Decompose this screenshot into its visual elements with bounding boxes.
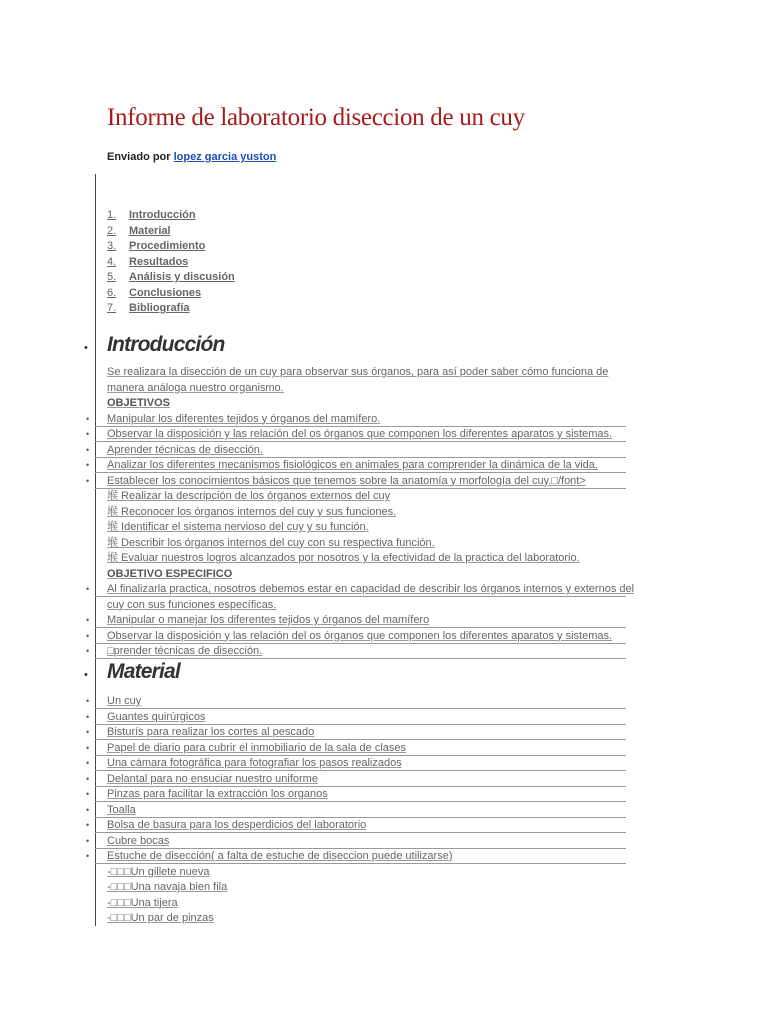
- toc-item[interactable]: [107, 255, 235, 271]
- toc-item[interactable]: [107, 286, 235, 302]
- sub-item-text: 堠 Evaluar nuestros logros alcanzados por nosotros y la efectividad de la practica del laboratorio.: [107, 552, 580, 564]
- list-item-text: Aprender técnicas de disección.: [107, 443, 263, 456]
- toc-link-conclusiones[interactable]: Conclusiones: [129, 286, 202, 299]
- bullet: •: [86, 804, 90, 815]
- list-item-text: Al finalizarla practica, nosotros debemos estar en capacidad de describir los órganos internos y externos del: [107, 583, 635, 595]
- byline-prefix: Enviado por: [107, 151, 171, 163]
- byline: [107, 151, 276, 163]
- sub-item: [0, 489, 768, 505]
- list-item-text: Papel de diario para cubrir el inmobiliario de la sala de clases: [107, 741, 406, 754]
- list-item: [0, 694, 768, 710]
- bullet: •: [86, 630, 90, 641]
- toc-link-resultados[interactable]: Resultados: [129, 255, 189, 268]
- list-item: [0, 756, 768, 772]
- list-item: [0, 443, 768, 459]
- list-item-text: Guantes quirúrgicos: [107, 710, 206, 723]
- toc-number: 6.: [107, 286, 117, 299]
- list-item-text: Establecer los conocimientos básicos que tenemos sobre la anatomía y morfología del cuy.□/font>: [107, 474, 586, 487]
- list-item-text: Estuche de disección( a falta de estuche de diseccion puede utilizarse): [107, 850, 453, 862]
- sub-item: [0, 551, 768, 567]
- list-item: [0, 613, 768, 629]
- label-row: [0, 396, 768, 412]
- list-item: [0, 741, 768, 757]
- bullet: •: [86, 758, 90, 768]
- toc-item[interactable]: [107, 224, 235, 240]
- table-of-contents: [107, 208, 235, 317]
- list-item-text: Bolsa de basura para los desperdicios del laboratorio: [107, 819, 367, 831]
- intro-text: Se realizara la disección de un cuy para observar sus órganos, para así poder saber cómo funciona de: [107, 366, 609, 378]
- list-item: [0, 710, 768, 726]
- toc-link-bibliografia[interactable]: Bibliografía: [129, 302, 190, 314]
- toc-number: 7.: [107, 302, 117, 314]
- toc-item[interactable]: [107, 301, 235, 317]
- list-item: [0, 474, 768, 490]
- list-item-text: Bisturís para realizar los cortes al pescado: [107, 726, 315, 738]
- section-heading-row: [0, 333, 768, 361]
- section-heading-introduccion: Introducción: [107, 333, 225, 356]
- list-item-text: □prender técnicas de disección.: [107, 645, 263, 657]
- bullet: •: [86, 444, 90, 455]
- list-item: [0, 582, 768, 598]
- toc-item[interactable]: [107, 270, 235, 286]
- bullet: •: [86, 696, 90, 706]
- sub-item: [0, 505, 768, 521]
- section-heading-row: [0, 660, 768, 688]
- label-row: [0, 567, 768, 583]
- bullet: •: [86, 727, 90, 737]
- sub-item-text: -□□□Un gillete nueva: [107, 865, 210, 878]
- list-item-text: Observar la disposición y las relación del os órganos que componen los diferentes aparatos y sistemas.: [107, 629, 613, 642]
- list-item: [0, 412, 768, 428]
- sub-item-text: -□□□Un par de pinzas: [107, 912, 214, 924]
- list-item-text: Toalla: [107, 803, 136, 816]
- list-item: [0, 818, 768, 834]
- sub-item: [0, 536, 768, 552]
- bullet: •: [86, 711, 90, 722]
- list-item: [0, 725, 768, 741]
- bullet: •: [86, 475, 90, 486]
- list-item: [0, 644, 768, 660]
- list-item: [0, 629, 768, 645]
- sub-item-text: 堠 Reconocer los órganos internos del cuy y sus funciones.: [107, 505, 397, 518]
- list-item: [0, 787, 768, 803]
- bullet: •: [86, 413, 90, 424]
- sub-item: [0, 896, 768, 912]
- toc-item[interactable]: [107, 208, 235, 224]
- sub-item-text: -□□□Una navaja bien fila: [107, 881, 228, 893]
- sub-item-text: 堠 Describir los órganos internos del cuy con su respectiva función.: [107, 536, 435, 549]
- list-item: [0, 803, 768, 819]
- bullet: •: [84, 669, 88, 681]
- bullet: •: [86, 835, 90, 846]
- list-item-text: Cubre bocas: [107, 834, 170, 847]
- sub-item-text: -□□□Una tijera: [107, 896, 178, 909]
- bullet: •: [86, 851, 90, 861]
- bullet: •: [86, 789, 90, 799]
- sub-item: [0, 520, 768, 536]
- section-introduccion: [0, 333, 768, 660]
- list-item-text: Observar la disposición y las relación del os órganos que componen los diferentes aparatos y sistemas.: [107, 428, 613, 440]
- objetivos-label: OBJETIVOS: [107, 397, 170, 409]
- list-item-text: Analizar los diferentes mecanismos fisiológicos en animales para comprender la dinámica de la vida.: [107, 459, 598, 471]
- toc-item[interactable]: [107, 239, 235, 255]
- list-item: [0, 849, 768, 865]
- toc-number: 1.: [107, 209, 117, 221]
- author-link[interactable]: lopez garcia yuston: [173, 151, 277, 163]
- page-title: Informe de laboratorio diseccion de un cuy: [107, 104, 525, 131]
- list-item-text: cuy con sus funciones específicas.: [107, 598, 277, 611]
- bullet: •: [86, 820, 90, 830]
- toc-link-analisis[interactable]: Análisis y discusión: [129, 271, 235, 283]
- paragraph-line: [0, 365, 768, 381]
- toc-link-procedimiento[interactable]: Procedimiento: [129, 240, 206, 252]
- sub-item: [0, 911, 768, 927]
- toc-number: 3.: [107, 240, 117, 252]
- list-item-text: Una cámara fotográfica para fotografiar los pasos realizados: [107, 757, 402, 769]
- list-item-text: Delantal para no ensuciar nuestro uniforme: [107, 772, 318, 785]
- bullet: •: [86, 615, 90, 625]
- paragraph-line: [0, 598, 768, 614]
- list-item-text: Manipular los diferentes tejidos y órganos del mamífero.: [107, 412, 381, 425]
- objetivo-especifico-label: OBJETIVO ESPECIFICO: [107, 567, 233, 580]
- list-item-text: Pinzas para facilitar la extracción los organos: [107, 788, 328, 800]
- toc-link-material[interactable]: Material: [129, 224, 171, 237]
- bullet: •: [86, 429, 90, 439]
- list-item: [0, 834, 768, 850]
- list-item-text: Un cuy: [107, 695, 142, 707]
- sub-item-text: 堠 Realizar la descripción de los órganos externos del cuy: [107, 490, 391, 502]
- bullet: •: [86, 460, 90, 470]
- paragraph-line: [0, 381, 768, 397]
- sub-item: [0, 865, 768, 881]
- bullet: •: [84, 342, 88, 354]
- list-item: [0, 772, 768, 788]
- list-item-text: Manipular o manejar los diferentes tejidos y órganos del mamífero: [107, 614, 430, 626]
- section-material: [0, 660, 768, 927]
- bullet: •: [86, 646, 90, 656]
- toc-number: 2.: [107, 224, 117, 237]
- section-heading-material: Material: [107, 660, 180, 683]
- toc-number: 4.: [107, 255, 117, 268]
- bullet: •: [86, 773, 90, 784]
- sub-item-text: 堠 Identificar el sistema nervioso del cuy y su función.: [107, 521, 369, 533]
- toc-number: 5.: [107, 271, 117, 283]
- list-item: [0, 427, 768, 443]
- sub-item: [0, 880, 768, 896]
- bullet: •: [86, 742, 90, 753]
- list-item: [0, 458, 768, 474]
- intro-text: manera análoga nuestro organismo.: [107, 381, 284, 394]
- bullet: •: [86, 584, 90, 594]
- toc-link-introduccion[interactable]: Introducción: [129, 209, 196, 221]
